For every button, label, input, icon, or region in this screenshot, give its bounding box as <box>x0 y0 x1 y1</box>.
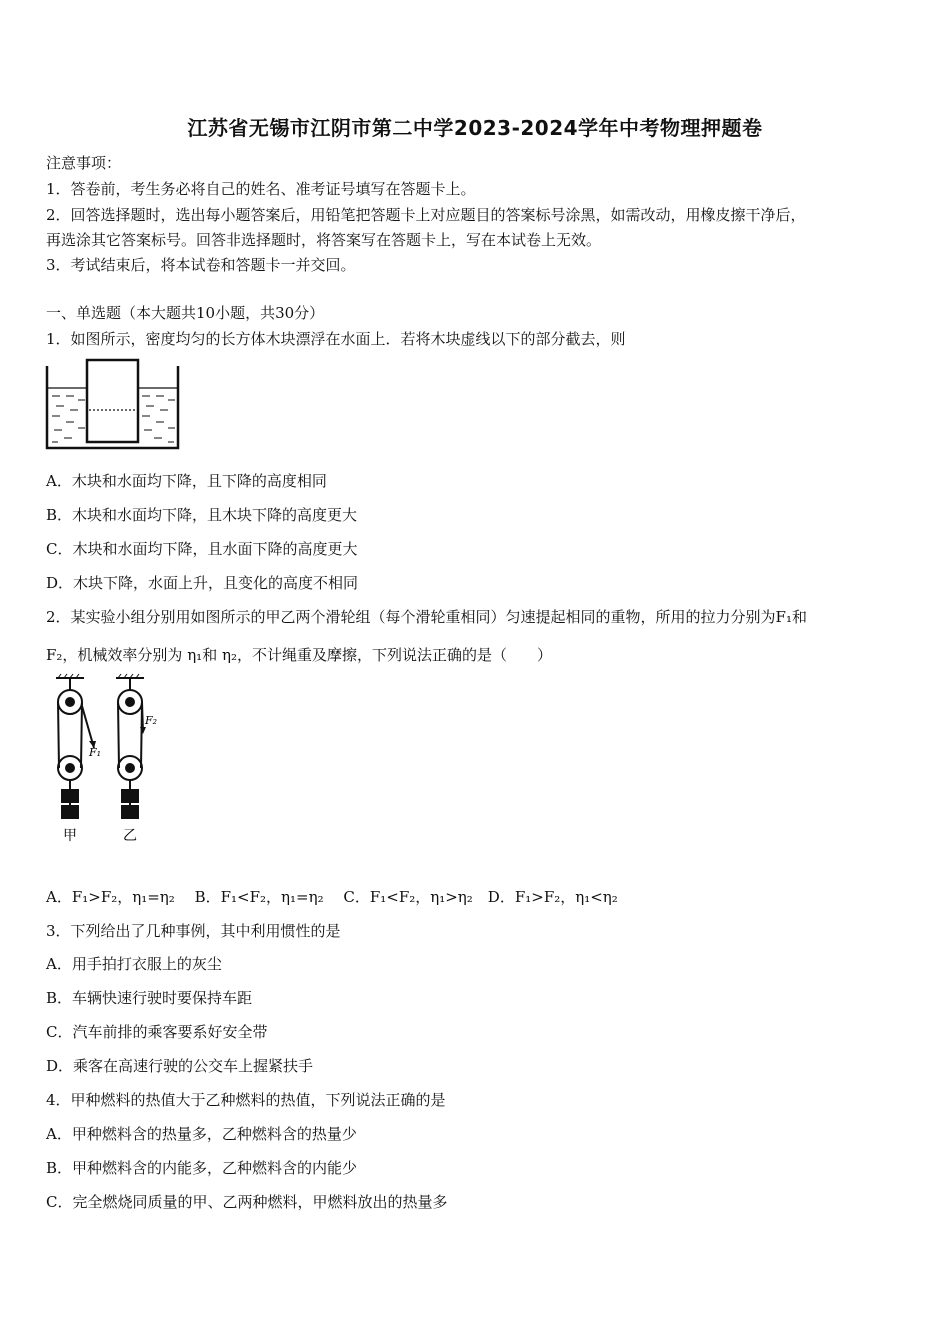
question-1-stem: 1．如图所示，密度均匀的长方体木块漂浮在水面上．若将木块虚线以下的部分截去，则 <box>46 330 626 348</box>
section-heading: 一、单选题（本大题共10小题，共30分） <box>46 304 325 322</box>
question-4-option: A．甲种燃料含的热量多，乙种燃料含的热量少 <box>46 1125 357 1143</box>
question-1-option: B．木块和水面均下降，且木块下降的高度更大 <box>46 506 358 524</box>
force-label-f1: F₁ <box>89 746 102 759</box>
floating-block-figure <box>44 358 184 452</box>
notice-item: 再选涂其它答案标号。回答非选择题时，将答案写在答题卡上，写在本试卷上无效。 <box>46 231 602 249</box>
notice-item: 1．答卷前，考生务必将自己的姓名、准考证号填写在答题卡上。 <box>46 180 476 198</box>
notice-item: 2．回答选择题时，选出每小题答案后，用铅笔把答题卡上对应题目的答案标号涂黑，如需改动，用橡皮擦干净后， <box>46 206 806 224</box>
question-4-stem: 4．甲种燃料的热值大于乙种燃料的热值，下列说法正确的是 <box>46 1091 446 1109</box>
page-title: 江苏省无锡市江阴市第二中学2023-2024学年中考物理押题卷 <box>187 116 763 140</box>
question-2-stem: F₂，机械效率分别为 η₁和 η₂，不计绳重及摩擦，下列说法正确的是（ ） <box>46 646 552 664</box>
question-4-option: B．甲种燃料含的内能多，乙种燃料含的内能少 <box>46 1159 358 1177</box>
question-3-option: D．乘客在高速行驶的公交车上握紧扶手 <box>46 1057 314 1075</box>
pulley-systems-figure <box>42 672 172 848</box>
notice-item: 3．考试结束后，将本试卷和答题卡一并交回。 <box>46 256 356 274</box>
question-3-option: C．汽车前排的乘客要系好安全带 <box>46 1023 268 1041</box>
question-3-option: B．车辆快速行驶时要保持车距 <box>46 989 253 1007</box>
notice-heading: 注意事项： <box>46 154 122 172</box>
question-1-option: D．木块下降，水面上升，且变化的高度不相同 <box>46 574 359 592</box>
question-2-options: A．F₁>F₂，η₁=η₂ B．F₁<F₂，η₁=η₂ C．F₁<F₂，η₁>η₂ D．F₁>F₂，η₁<η₂ <box>46 888 618 906</box>
figure-label-right: 乙 <box>123 828 137 844</box>
question-1-option: C．木块和水面均下降，且水面下降的高度更大 <box>46 540 358 558</box>
figure-label-left: 甲 <box>63 828 77 844</box>
question-3-option: A．用手拍打衣服上的灰尘 <box>46 955 222 973</box>
question-2-stem: 2．某实验小组分别用如图所示的甲乙两个滑轮组（每个滑轮重相同）匀速提起相同的重物，所用的拉力分别为F₁和 <box>46 608 807 626</box>
force-label-f2: F₂ <box>145 714 158 727</box>
question-4-option: C．完全燃烧同质量的甲、乙两种燃料，甲燃料放出的热量多 <box>46 1193 448 1211</box>
question-1-option: A．木块和水面均下降，且下降的高度相同 <box>46 472 327 490</box>
question-3-stem: 3．下列给出了几种事例，其中利用惯性的是 <box>46 922 341 940</box>
